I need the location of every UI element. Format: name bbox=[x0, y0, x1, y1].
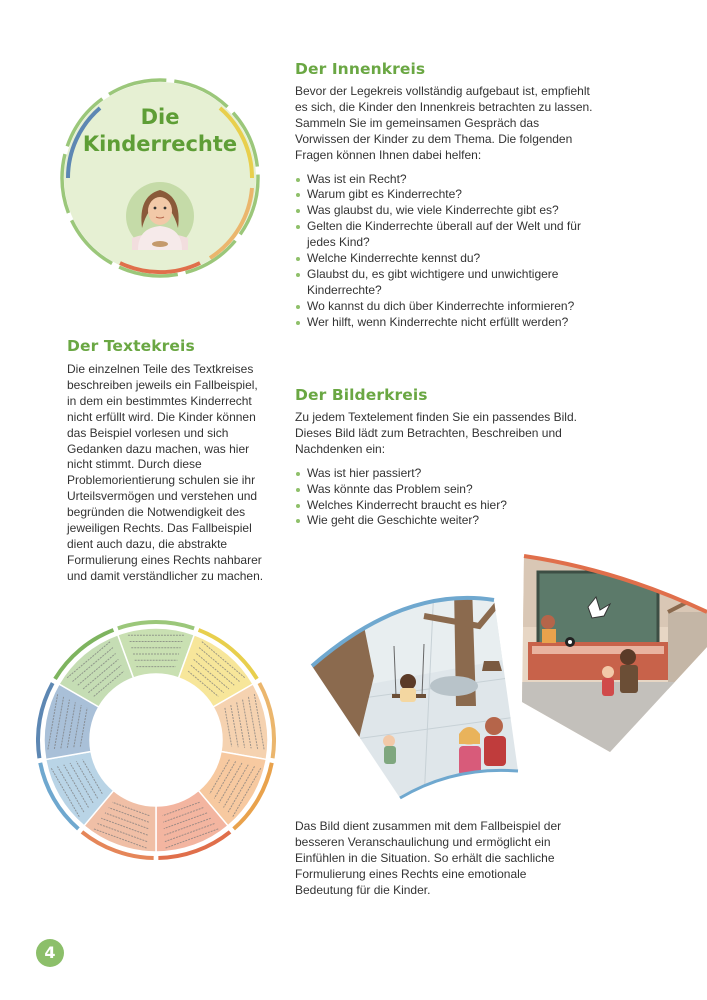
title-line-1: Die bbox=[140, 105, 180, 129]
list-item: Wer hilft, wenn Kinderrechte nicht erfüllt werden? bbox=[295, 315, 595, 331]
bilderkreis-questions bbox=[295, 466, 595, 530]
list-item: Was könnte das Problem sein? bbox=[295, 482, 595, 498]
list-item: Welche Kinderrechte kennst du? bbox=[295, 251, 595, 267]
textekreis-heading: Der Textekreis bbox=[67, 337, 195, 355]
bilderkreis-heading: Der Bilderkreis bbox=[295, 386, 428, 404]
bilderkreis-section bbox=[295, 410, 595, 529]
list-item: Was glaubst du, wie viele Kinderrechte gibt es? bbox=[295, 203, 595, 219]
innenkreis-heading: Der Innenkreis bbox=[295, 60, 426, 78]
child-illustration bbox=[126, 182, 194, 250]
bilderkreis-intro: Zu jedem Textelement finden Sie ein passendes Bild. Dieses Bild lädt zum Betrachten, Beschreiben und Nachdenken ein: bbox=[295, 410, 577, 456]
list-item: Wie geht die Geschichte weiter? bbox=[295, 513, 595, 529]
picture-segment-broken-window bbox=[518, 552, 707, 757]
innenkreis-questions bbox=[295, 172, 595, 331]
list-item: Welches Kinderrecht braucht es hier? bbox=[295, 498, 595, 514]
list-item: Was ist hier passiert? bbox=[295, 466, 595, 482]
list-item: Was ist ein Recht? bbox=[295, 172, 595, 188]
picture-segment-playground bbox=[304, 586, 524, 801]
text-wheel-illustration bbox=[36, 620, 276, 860]
title-line-2: Kinderrechte bbox=[82, 132, 238, 156]
textekreis-body: Die einzelnen Teile des Textkreises beschreiben jeweils ein Fallbeispiel, in dem ein bestimmtes Kinderrecht nicht erfüllt wird. Die Kinder können das Beispiel vorlesen und sich Gedanken dazu machen, was hier nicht stimmt. Durch diese Problemorientierung schulen sie ihr Urteilsvermögen und verstehen und begründen die Notwendigkeit des jeweiligen Rechts. Das Fallbeispiel dient auch dazu, die abstrakte Formulierung eines Rechts nahbarer und damit verständlicher zu machen. bbox=[67, 362, 264, 583]
list-item: Warum gibt es Kinderrechte? bbox=[295, 187, 595, 203]
page-number-badge: 4 bbox=[36, 939, 64, 967]
title-badge-text bbox=[60, 104, 260, 158]
list-item: Wo kannst du dich über Kinderrechte informieren? bbox=[295, 299, 595, 315]
bilderkreis-closing: Das Bild dient zusammen mit dem Fallbeispiel der besseren Veranschaulichung und ermöglicht ein Einfühlen in die Situation. So erhält die sachliche Formulierung eines Rechts eine emotionale Bedeutung für die Kinder. bbox=[295, 819, 562, 897]
innenkreis-section bbox=[295, 84, 595, 331]
list-item: Gelten die Kinderrechte überall auf der Welt und für jedes Kind? bbox=[295, 219, 595, 251]
innenkreis-intro: Bevor der Legekreis vollständig aufgebaut ist, empfiehlt es sich, die Kinder den Innenkreis betrachten zu lassen. Sammeln Sie im gemeinsamen Gespräch das Vorwissen der Kinder zu dem Thema. Die folgenden Fragen können Ihnen dabei helfen: bbox=[295, 84, 593, 162]
list-item: Glaubst du, es gibt wichtigere und unwichtigere Kinderrechte? bbox=[295, 267, 595, 299]
